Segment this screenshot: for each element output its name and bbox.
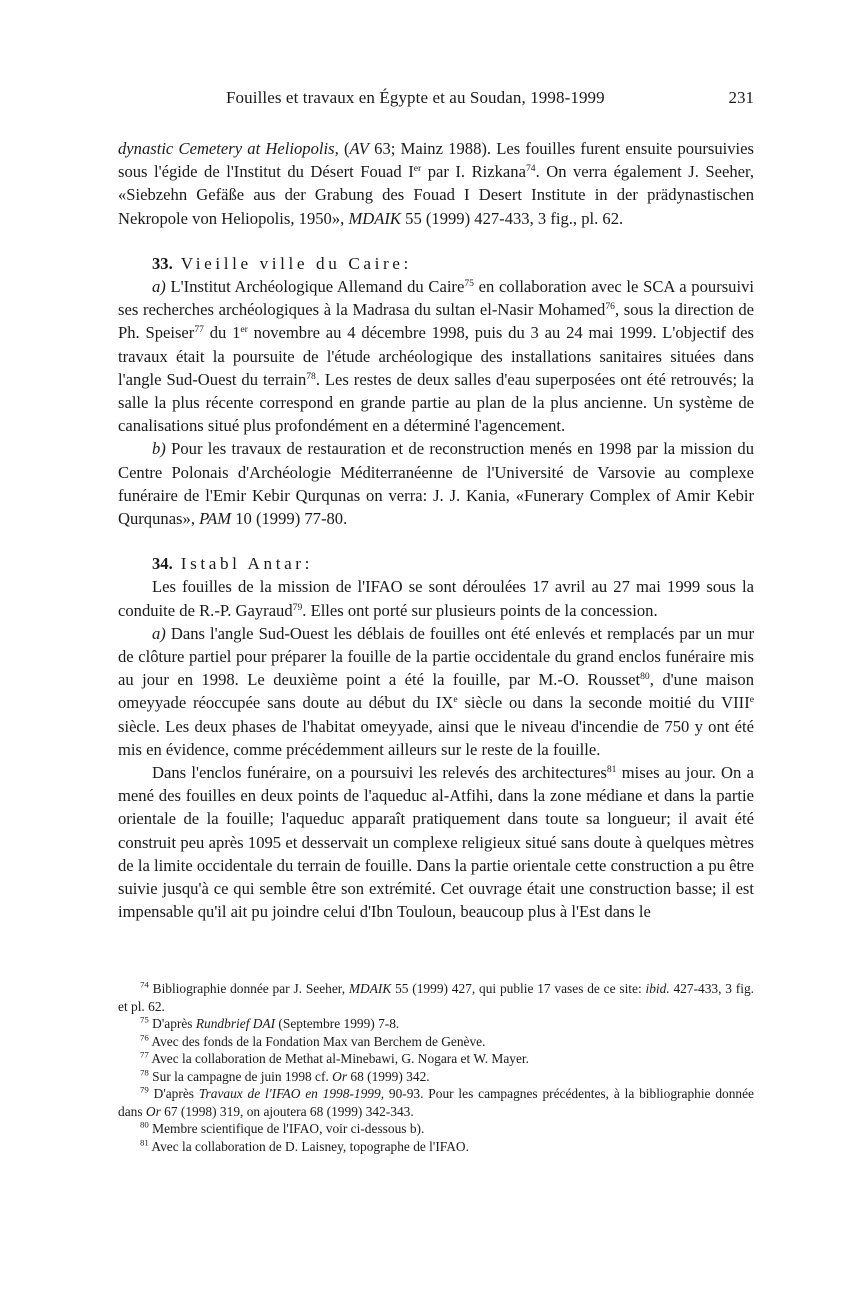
footnote-ref: 79 (292, 601, 303, 613)
footnote-ref: 81 (606, 764, 617, 776)
journal-abbrev: Or (332, 1068, 348, 1084)
footnote-number: 81 (140, 1137, 149, 1148)
ordinal-superscript: e (453, 694, 458, 706)
footnote-77 (118, 1050, 754, 1068)
footnote-79 (118, 1085, 754, 1120)
ordinal-superscript: er (413, 163, 422, 175)
text-run: Dans l'enclos funéraire, on a poursuivi les relevés des architectures (152, 763, 607, 783)
publication-title: Rundbrief DAI (195, 1016, 276, 1031)
text-run: Avec la collaboration de Methat al-Minebawi, G. Nogara et W. Mayer. (148, 1051, 529, 1066)
running-head (118, 88, 754, 112)
text-run: 427-433, 3 fig. et pl. 62. (118, 981, 754, 1014)
footnote-number: 76 (140, 1032, 149, 1043)
section-34-paragraph-a (118, 622, 754, 761)
footnote-ref: 80 (640, 671, 650, 683)
text-run: novembre au 4 décembre 1998, puis du 3 au 24 mai 1999. L'objectif des travaux était la poursuite de l'étude archéologique des installations sanitaires situées dans l'angle Sud-Ouest du terrain (118, 323, 754, 389)
text-run: Avec des fonds de la Fondation Max van Berchem de Genève. (148, 1033, 486, 1049)
section-number: 33. (152, 253, 173, 273)
journal-abbrev: MDAIK (348, 208, 401, 228)
text-run: (Septembre 1999) 7-8. (275, 1016, 400, 1031)
journal-abbrev: AV (349, 139, 369, 158)
text-run: Avec la collaboration de D. Laisney, topographe de l'IFAO. (148, 1138, 469, 1154)
footnote-75 (118, 1015, 754, 1033)
text-run: Dans l'angle Sud-Ouest les déblais de fouilles ont été enlevés et remplacés par un mur de clôture partiel pour préparer la fouille de la partie occidentale du grand enclos funéraire mis au jour en 1998. Le deuxième point a été la fouille, par M.-O. Rousset (118, 623, 754, 690)
text-run: mises au jour. On a mené des fouilles en deux points de l'aqueduc al-Atfihi, dans la zone médiane et dans la partie orientale de la fouille; l'aqueduc apparaît pratiquement dans toute sa longueur; il avait été construit peu après 1095 et desservait un complexe religieux situé sans doute à quelques mètres de la limite occidentale du terrain de fouille. Dans la partie orientale cette construction a pu être suivie jusqu'à ce qui semble être son extrémité. Cet ouvrage était une construction basse; il est impensable qu'il ait pu joindre celui d'Ibn Touloun, beaucoup plus à l'Est dans le (118, 763, 755, 922)
text-run: , 90-93. Pour les campagnes précédentes, à la bibliographie donnée dans (118, 1086, 754, 1119)
item-letter: b) (152, 439, 166, 459)
publication-title: Travaux de l'IFAO en 1998-1999 (198, 1086, 381, 1101)
section-title: Vieille ville du Caire: (180, 253, 412, 273)
text-run: par I. Rizkana (421, 162, 526, 182)
journal-abbrev: PAM (199, 509, 232, 529)
footnote-number: 75 (140, 1014, 149, 1025)
section-33-paragraph-a (118, 275, 754, 437)
footnote-number: 74 (140, 979, 149, 990)
footnotes (118, 980, 754, 1155)
text-run: Membre scientifique de l'IFAO, voir ci-dessous b). (148, 1121, 425, 1136)
text-run: ( (338, 139, 350, 158)
section-33-paragraph-b (118, 437, 754, 530)
footnote-number: 78 (140, 1067, 149, 1078)
ordinal-superscript: e (749, 694, 754, 706)
text-run: siècle. Les deux phases de l'habitat omeyyade, ainsi que le niveau d'incendie de 750 y ont été mis en évidence, comme précédemment ailleurs sur le reste de la fouille. (118, 716, 754, 759)
text-run: Sur la campagne de juin 1998 cf. (148, 1068, 333, 1084)
text-run: 10 (1999) 77-80. (231, 509, 348, 529)
text-run: , sous la direction de Ph. Speiser (118, 300, 755, 343)
item-letter: a) (152, 277, 166, 297)
section-34-heading (118, 552, 754, 575)
ibid-abbrev: ibid. (645, 981, 670, 996)
text-run: D'après (148, 1086, 199, 1101)
footnote-ref: 75 (464, 278, 474, 290)
text-run: 55 (1999) 427-433, 3 fig., pl. 62. (401, 208, 624, 228)
intro-paragraph (118, 137, 754, 230)
text-run: . On verra également J. Seeher, «Siebzehn Gefäße aus der Grabung des Fouad I Desert Institute in der prädynastischen Nekropole von Heliopolis, 1950», (118, 162, 754, 228)
footnote-number: 79 (140, 1084, 149, 1095)
footnote-ref: 77 (194, 324, 204, 336)
text-run: 67 (1998) 319, on ajoutera 68 (1999) 342-343. (160, 1103, 414, 1119)
section-34-paragraph-3 (118, 761, 754, 923)
journal-abbrev: Or (145, 1103, 161, 1119)
footnote-number: 77 (140, 1049, 149, 1060)
text-run: 63; Mainz 1988). Les fouilles furent ensuite poursuivies sous l'égide de l'Institut du Désert Fouad I (118, 139, 754, 182)
text-run: Pour les travaux de restauration et de reconstruction menés en 1998 par la mission du Centre Polonais d'Archéologie Méditerranéenne de l'Université de Varsovie au complexe funéraire de l'Emir Kebir Qurqunas on verra: J. J. Kania, «Funerary Complex of Amir Kebir Qurqunas», (118, 439, 754, 529)
footnote-78 (118, 1068, 754, 1086)
footnote-80 (118, 1120, 754, 1138)
section-number: 34. (152, 554, 173, 574)
footnote-number: 80 (140, 1119, 149, 1130)
footnote-81 (118, 1138, 754, 1156)
section-title: Istabl Antar: (180, 554, 313, 574)
main-text (118, 137, 754, 924)
item-letter: a) (152, 623, 166, 643)
text-run: du 1 (203, 323, 241, 343)
footnote-76 (118, 1033, 754, 1051)
text-run: L'Institut Archéologique Allemand du Caire (165, 277, 465, 297)
footnote-ref: 78 (306, 370, 316, 382)
text-run: . Les restes de deux salles d'eau superposées ont été retrouvés; la salle la plus récente correspond en grande partie au plan de la plus ancienne. Un système de canalisations situé plus profondément en a déterminé l'agencement. (118, 369, 755, 436)
text-run: . Elles ont porté sur plusieurs points de la concession. (302, 600, 658, 620)
text-run: D'après (148, 1016, 196, 1031)
footnote-ref: 74 (525, 163, 536, 175)
text-run: en collaboration avec le SCA a poursuivi ses recherches archéologiques à la Madrasa du sultan el-Nasir Mohamed (118, 277, 754, 320)
footnote-ref: 76 (605, 301, 615, 313)
text-run: Bibliographie donnée par J. Seeher, (148, 981, 349, 996)
running-title: Fouilles et travaux en Égypte et au Soudan, 1998-1999 (226, 88, 605, 107)
section-34-paragraph-1 (118, 575, 754, 621)
footnote-74 (118, 980, 754, 1015)
journal-abbrev: MDAIK (348, 981, 392, 996)
text-run: 68 (1999) 342. (347, 1068, 430, 1084)
text-run: Les fouilles de la mission de l'IFAO se sont déroulées 17 avril au 27 mai 1999 sous la conduite de R.-P. Gayraud (118, 577, 754, 620)
text-run: 55 (1999) 427, qui publie 17 vases de ce site: (391, 981, 646, 996)
text-run: siècle ou dans la seconde moitié du VIII (457, 693, 750, 713)
book-title: dynastic Cemetery at Heliopolis, (118, 139, 339, 158)
page-number: 231 (728, 88, 754, 107)
ordinal-superscript: er (240, 324, 248, 336)
text-run: , d'une maison omeyyade réoccupée sans doute au début du IX (118, 670, 754, 713)
section-33-heading (118, 252, 754, 275)
